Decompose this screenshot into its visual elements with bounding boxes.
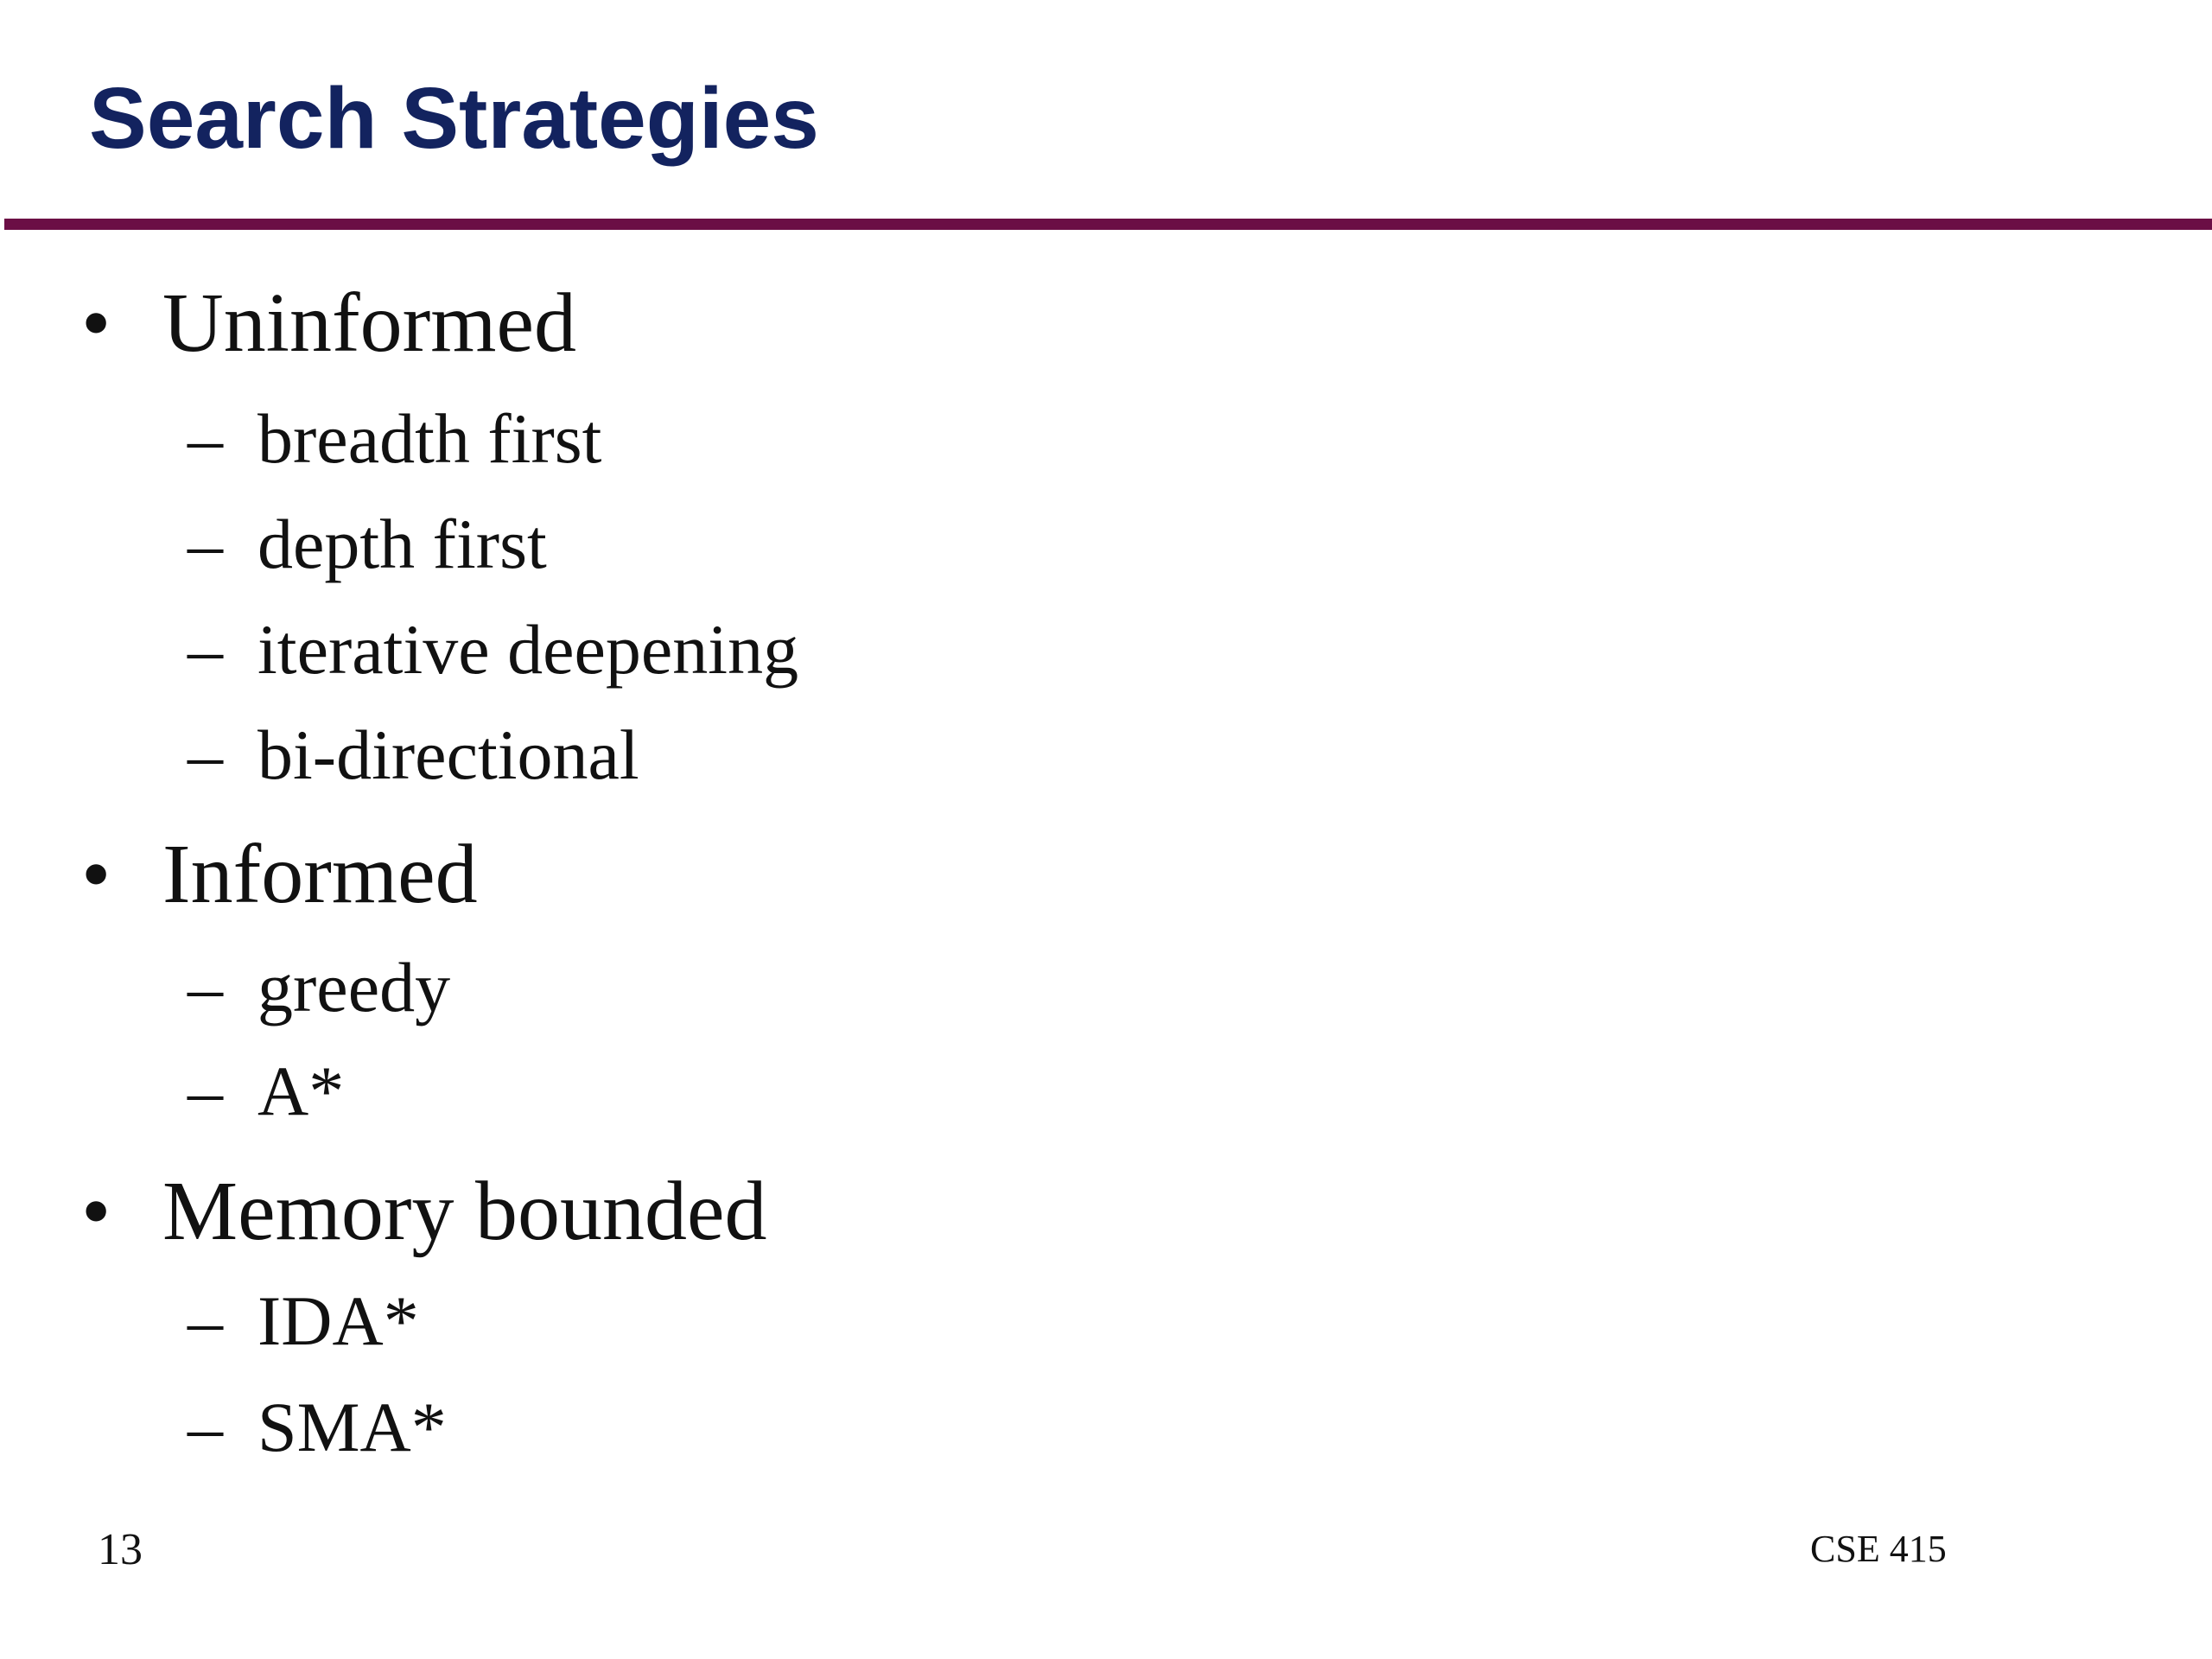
bullet-label: Memory bounded	[162, 1165, 767, 1258]
sub-item-greedy	[188, 944, 451, 1031]
sub-item-label: breadth first	[257, 399, 602, 478]
dash-marker: –	[188, 1281, 223, 1360]
sub-item-label: A*	[257, 1052, 345, 1130]
dash-marker: –	[188, 1388, 223, 1466]
bullet-label: Uninformed	[162, 276, 576, 370]
course-label: CSE 415	[1810, 1528, 1947, 1570]
bullet-uninformed	[81, 271, 576, 375]
sub-item-sma-star	[188, 1384, 447, 1471]
sub-item-iterative-deepening	[188, 607, 799, 693]
dash-marker: –	[188, 948, 223, 1027]
bullet-informed	[81, 823, 478, 926]
sub-item-a-star	[188, 1048, 345, 1135]
page-number: 13	[98, 1525, 143, 1574]
dash-marker: –	[188, 1052, 223, 1130]
sub-item-label: SMA*	[257, 1388, 447, 1466]
sub-item-bi-directional	[188, 712, 639, 798]
sub-item-label: greedy	[257, 948, 451, 1027]
bullet-marker: •	[81, 828, 111, 921]
bullet-memory-bounded	[81, 1160, 767, 1263]
dash-marker: –	[188, 610, 223, 689]
bullet-marker: •	[81, 1165, 111, 1258]
sub-item-ida-star	[188, 1278, 419, 1364]
sub-item-depth-first	[188, 501, 547, 588]
title-divider	[4, 219, 2212, 230]
slide-title: Search Strategies	[89, 70, 819, 167]
dash-marker: –	[188, 505, 223, 583]
bullet-label: Informed	[162, 828, 478, 921]
sub-item-breadth-first	[188, 396, 602, 482]
sub-item-label: depth first	[257, 505, 547, 583]
bullet-marker: •	[81, 276, 111, 370]
dash-marker: –	[188, 715, 223, 794]
dash-marker: –	[188, 399, 223, 478]
sub-item-label: IDA*	[257, 1281, 419, 1360]
sub-item-label: bi-directional	[257, 715, 639, 794]
sub-item-label: iterative deepening	[257, 610, 799, 689]
